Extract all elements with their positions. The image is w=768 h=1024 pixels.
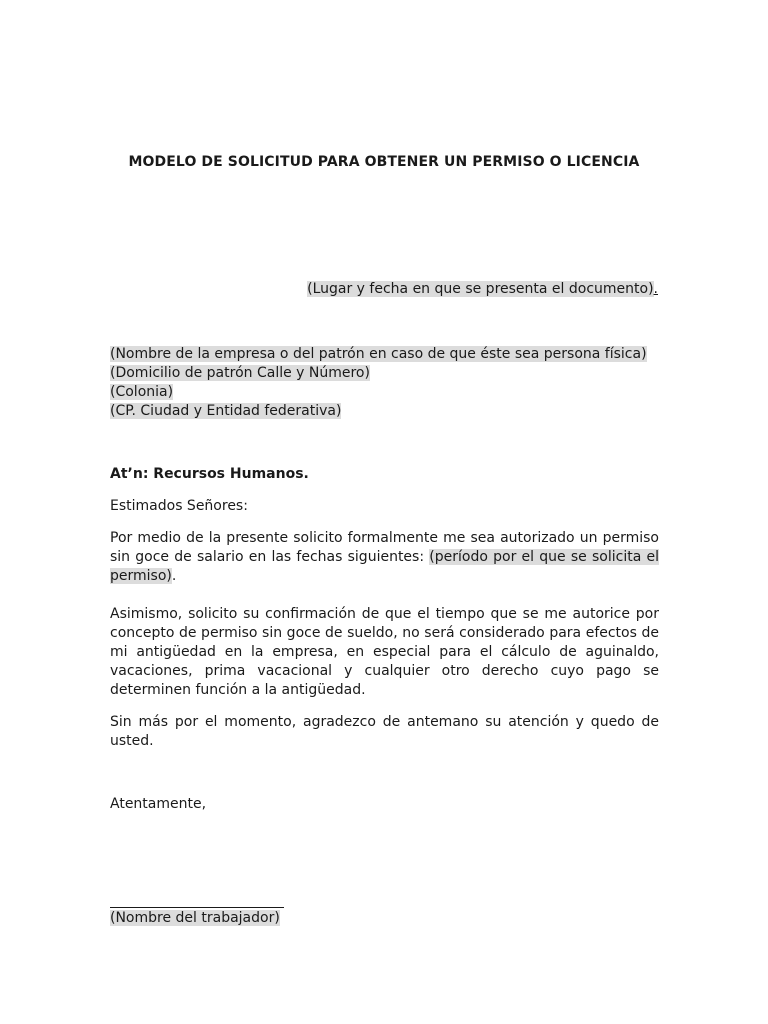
- document-title: MODELO DE SOLICITUD PARA OBTENER UN PERMISO O LICENCIA: [128, 154, 640, 170]
- place-date-period: .: [653, 281, 658, 297]
- recipient-address-block: [110, 345, 647, 421]
- signature-line: [110, 907, 284, 908]
- confirmation-paragraph: Asimismo, solicito su confirmación de que el tiempo que se me autorice por concepto de permiso sin goce de sueldo, no será considerado para efectos de mi antigüedad en la empresa, en especial para el cálculo de aguinaldo, vacaciones, prima vacacional y cualquier otro derecho cuyo pago se determinen función a la antigüedad.: [110, 606, 659, 698]
- signature-name: [110, 910, 280, 926]
- request-paragraph-text: Por medio de la presente solicito formalmente me sea autorizado un permiso sin goce de salario en las fechas siguientes:: [110, 530, 659, 565]
- address-city-state: (CP. Ciudad y Entidad federativa): [110, 403, 342, 419]
- address-colony: (Colonia): [110, 384, 174, 400]
- greeting: Estimados Señores:: [110, 498, 248, 514]
- period-placeholder: (período por el que se solicita el permiso): [110, 549, 659, 584]
- closing-paragraph: Sin más por el momento, agradezco de antemano su atención y quedo de usted.: [110, 714, 659, 749]
- request-paragraph-end: .: [171, 568, 177, 584]
- address-street: (Domicilio de patrón Calle y Número): [110, 365, 370, 381]
- attention-line: At’n: Recursos Humanos.: [110, 466, 309, 482]
- address-company-name: (Nombre de la empresa o del patrón en caso de que éste sea persona física): [110, 346, 647, 362]
- closing-salutation: Atentamente,: [110, 796, 207, 812]
- signature-name-placeholder: (Nombre del trabajador): [110, 910, 280, 926]
- request-paragraph: [110, 529, 659, 586]
- place-date-placeholder: (Lugar y fecha en que se presenta el documento): [307, 281, 654, 297]
- place-date-line: [307, 281, 658, 297]
